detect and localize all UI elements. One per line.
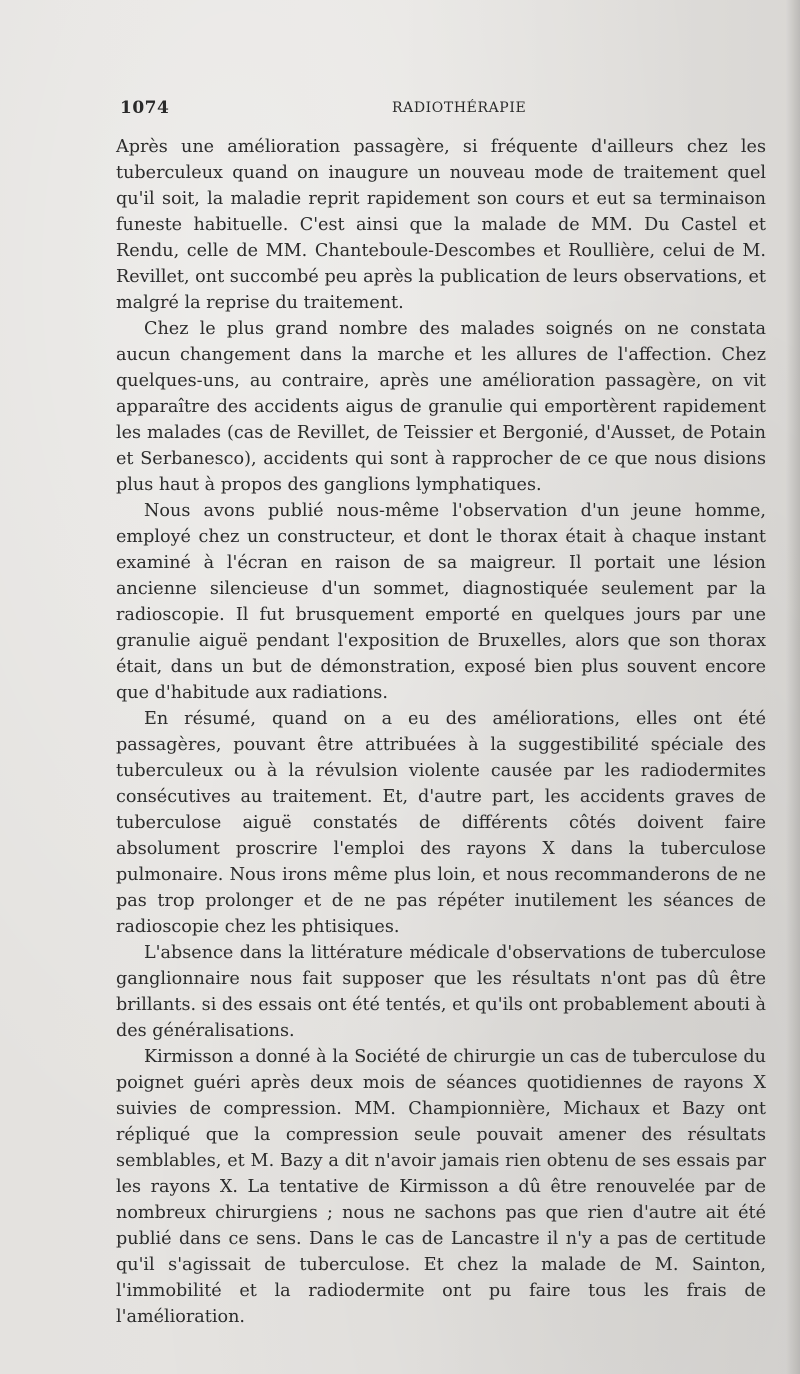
page-edge-shadow (786, 0, 800, 1374)
page-number: 1074 (120, 98, 170, 118)
paragraph-1: Après une amélioration passagère, si fréquente d'ailleurs chez les tuberculeux quand on inaugure un nouveau mode de traitement quel qu'il soit, la maladie reprit rapidement son cours et eut sa terminaison funeste habituelle. C'est ainsi que la malade de MM. Du Castel et Rendu, celle de MM. Chanteboule-Descombes et Roullière, celui de M. Revillet, ont succombé peu après la publication de leurs observations, et malgré la reprise du traitement. (116, 137, 766, 313)
paragraph-4: En résumé, quand on a eu des améliorations, elles ont été passagères, pouvant être attribuées à la suggestibilité spéciale des tuberculeux ou à la révulsion violente causée par les radiodermites consécutives au traitement. Et, d'autre part, les accidents graves de tuberculose aiguë constatés de différents côtés doivent faire absolument proscrire l'emploi des rayons X dans la tuberculose pulmonaire. Nous irons même plus loin, et nous recommanderons de ne pas trop prolonger et de ne pas répéter inutilement les séances de radioscopie chez les phtisiques. (116, 709, 766, 937)
paragraph-5: L'absence dans la littérature médicale d'observations de tuberculose ganglionnaire nous fait supposer que les résultats n'ont pas dû être brillants. si des essais ont été tentés, et qu'ils ont probablement abouti à des généralisations. (116, 943, 766, 1041)
paragraph-3: Nous avons publié nous-même l'observation d'un jeune homme, employé chez un constructeur, et dont le thorax était à chaque instant examiné à l'écran en raison de sa maigreur. Il portait une lésion ancienne silencieuse d'un sommet, diagnostiquée seulement par la radioscopie. Il fut brusquement emporté en quelques jours par une granulie aiguë pendant l'exposition de Bruxelles, alors que son thorax était, dans un but de démonstration, exposé bien plus souvent encore que d'habitude aux radiations. (116, 501, 766, 703)
paragraph-6: Kirmisson a donné à la Société de chirurgie un cas de tuberculose du poignet guéri après deux mois de séances quotidiennes de rayons X suivies de compression. MM. Championnière, Michaux et Bazy ont répliqué que la compression seule pouvait amener des résultats semblables, et M. Bazy a dit n'avoir jamais rien obtenu de ses essais par les rayons X. La tentative de Kirmisson a dû être renouvelée par de nombreux chirurgiens ; nous ne sachons pas que rien d'autre ait été publié dans ce sens. Dans le cas de Lancastre il n'y a pas de certitude qu'il s'agissait de tuberculose. Et chez la malade de M. Sainton, l'immobilité et la radiodermite ont pu faire tous les frais de l'amélioration. (116, 1047, 766, 1327)
body-text (116, 134, 766, 1330)
paragraph-2: Chez le plus grand nombre des malades soignés on ne constata aucun changement dans la marche et les allures de l'affection. Chez quelques-uns, au contraire, après une amélioration passagère, on vit apparaître des accidents aigus de granulie qui emportèrent rapidement les malades (cas de Revillet, de Teissier et Bergonié, d'Ausset, de Potain et Serbanesco), accidents qui sont à rapprocher de ce que nous disions plus haut à propos des ganglions lymphatiques. (116, 319, 766, 495)
running-title: RADIOTHÉRAPIE (392, 100, 527, 116)
page-header (120, 98, 680, 122)
